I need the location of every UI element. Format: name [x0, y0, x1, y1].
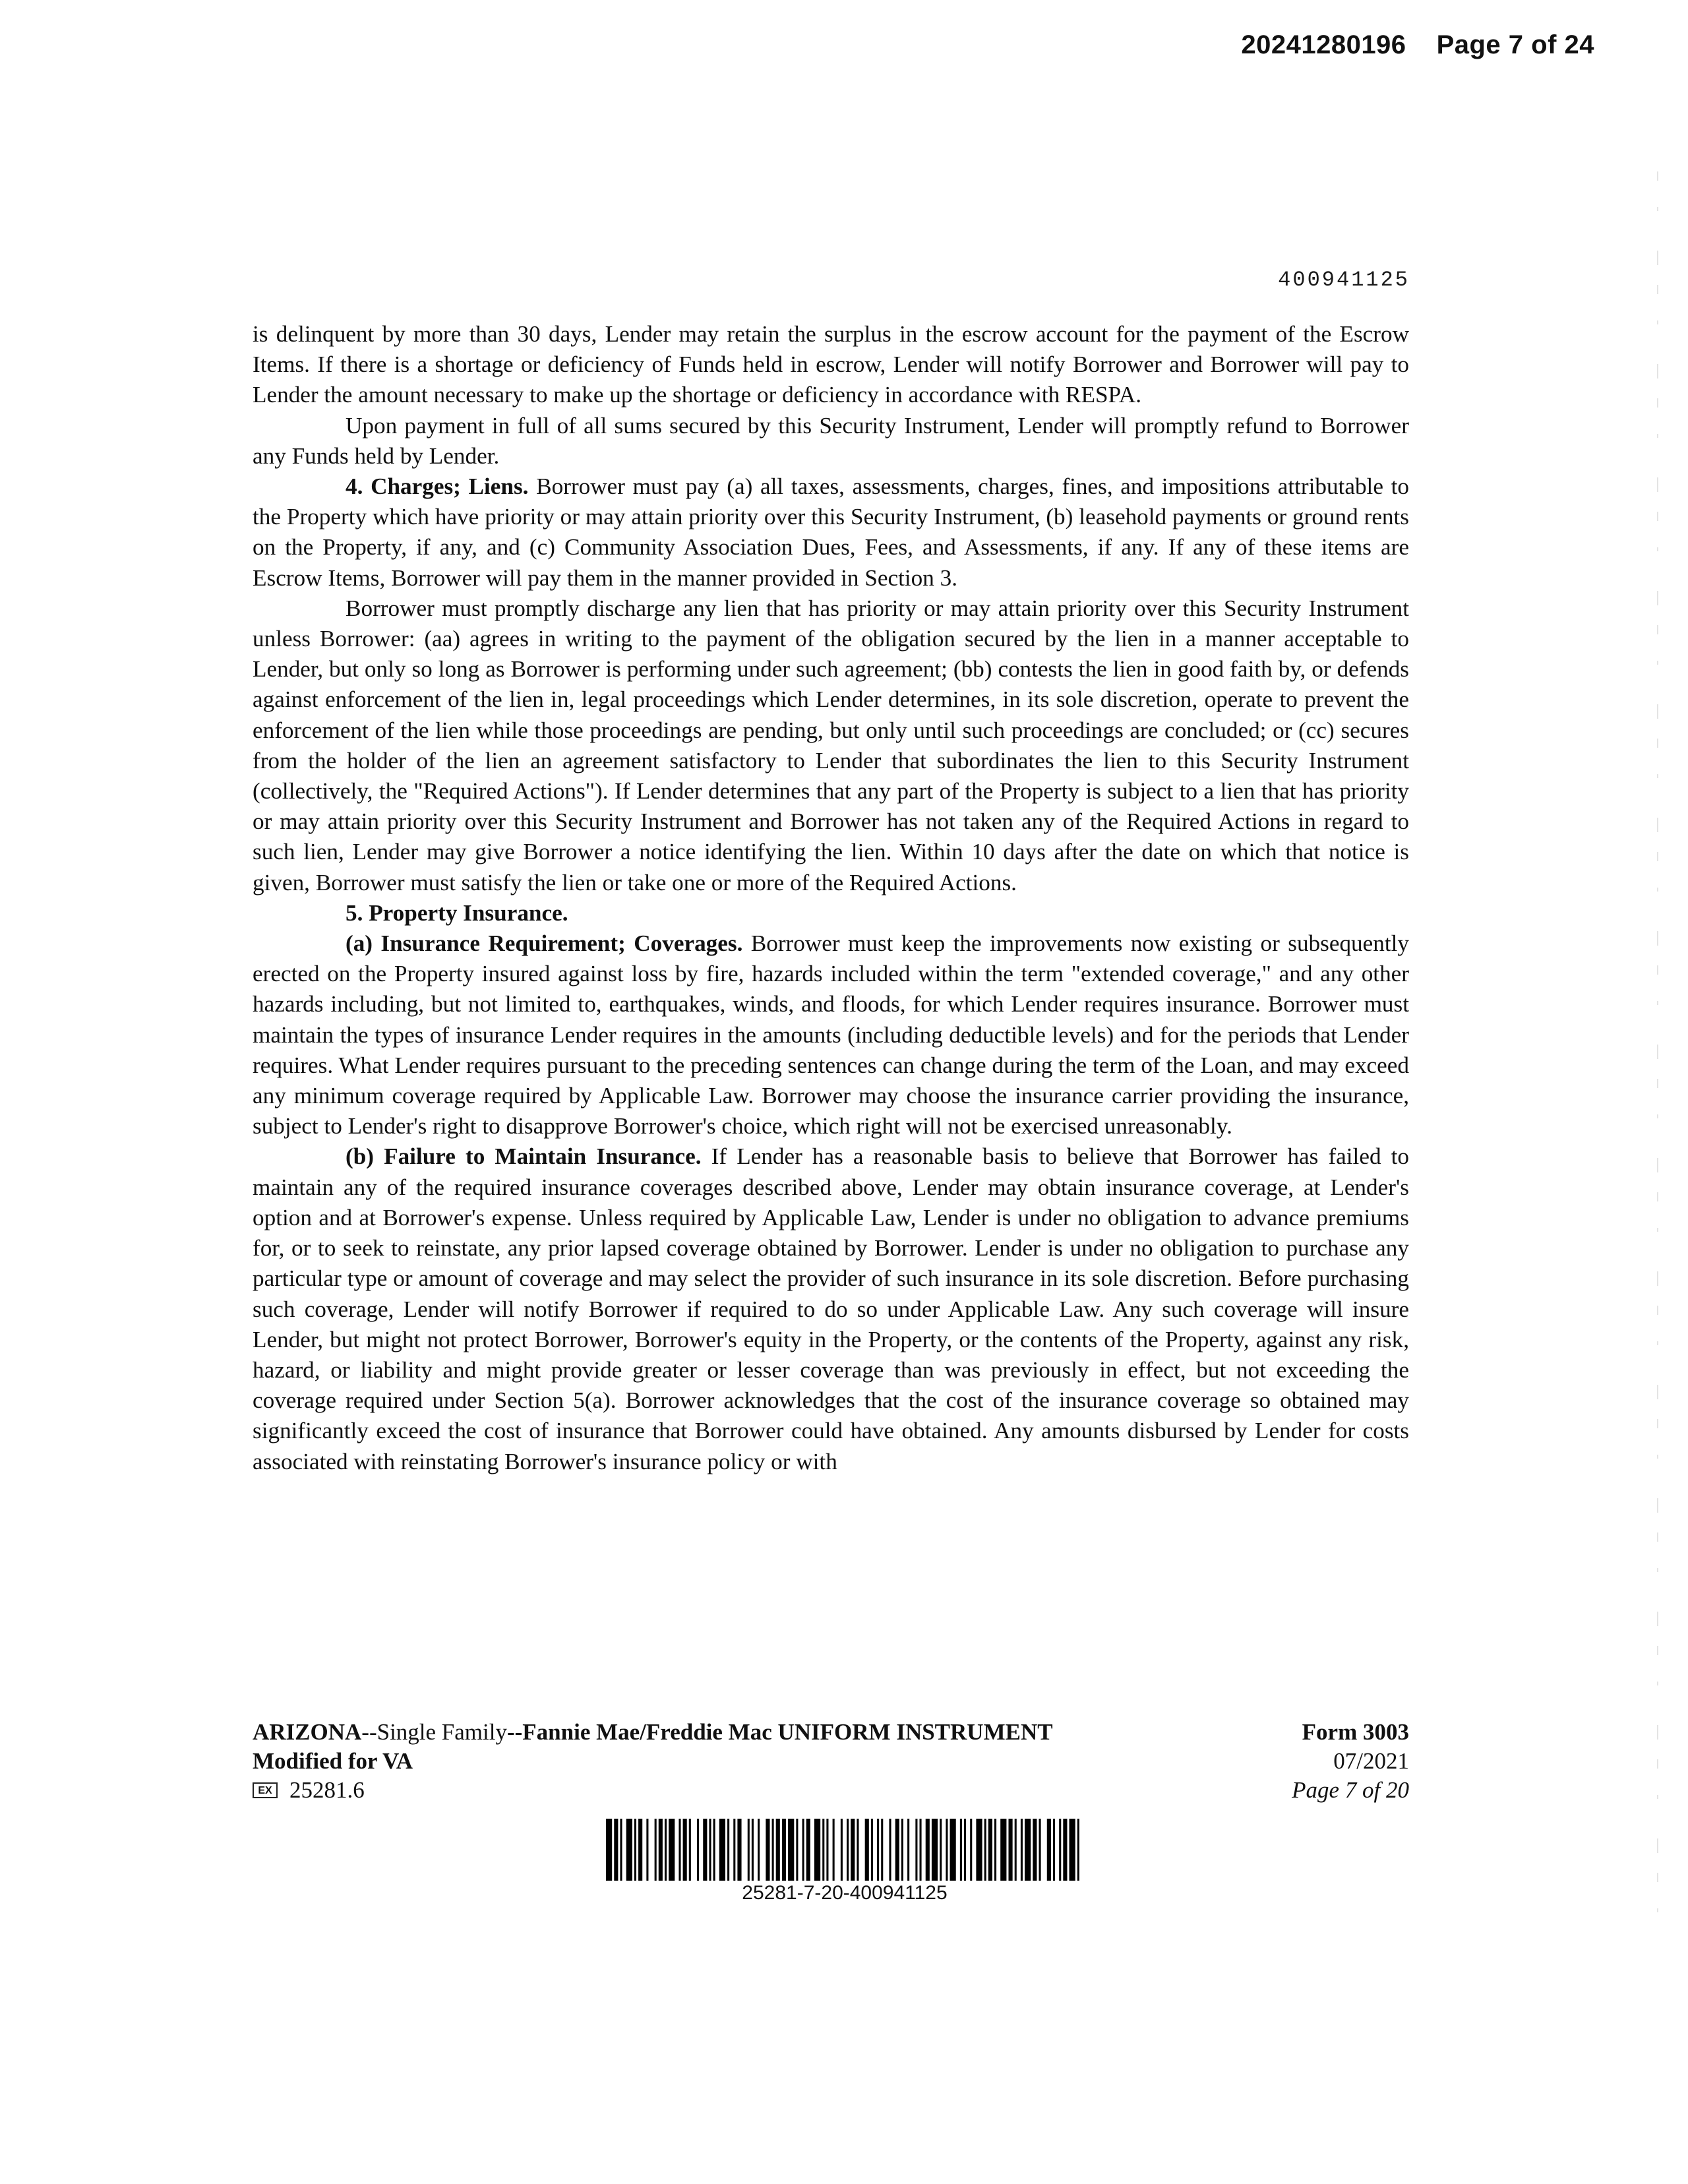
- barcode-bar: [634, 1819, 636, 1881]
- barcode-bar: [1047, 1819, 1051, 1881]
- document-body: [253, 319, 1409, 1477]
- barcode-bar: [907, 1819, 909, 1881]
- barcode-bar: [833, 1819, 835, 1881]
- barcode-bar: [871, 1819, 873, 1881]
- footer-modified: Modified for VA: [253, 1748, 413, 1774]
- barcode-bar: [1077, 1819, 1079, 1881]
- barcode-bar: [895, 1819, 899, 1881]
- barcode-bar: [826, 1819, 828, 1881]
- barcode-bar: [796, 1819, 798, 1881]
- scan-edge-marks: [1655, 171, 1660, 1952]
- barcode-bar: [758, 1819, 760, 1881]
- ex-badge-icon: EX: [253, 1782, 278, 1798]
- section-5a-insurance-requirement: [253, 928, 1409, 1141]
- barcode-icon: [606, 1819, 1083, 1881]
- section-4-charges-liens: [253, 471, 1409, 593]
- barcode-bar: [678, 1819, 680, 1881]
- recording-page-label: Page 7 of 24: [1436, 30, 1594, 59]
- section-4-text: Borrower must pay (a) all taxes, assessments, charges, fines, and impositions attributable to the Property which have priority or may attain priority over this Security Instrument, (b) leasehold payments or ground rents on the Property, if any, and (c) Community Association Dues, Fees, and Assessments, if any. If any of these items are Escrow Items, Borrower will pay them in the manner provided in Section 3.: [253, 473, 1409, 591]
- barcode-bar: [709, 1819, 711, 1881]
- section-5b-heading: (b) Failure to Maintain Insurance.: [346, 1143, 702, 1170]
- barcode-bar: [669, 1819, 675, 1881]
- barcode-bar: [1015, 1819, 1017, 1881]
- barcode-bar: [970, 1819, 972, 1881]
- section-4-heading: 4. Charges; Liens.: [346, 473, 529, 500]
- paragraph-escrow-surplus: is delinquent by more than 30 days, Lender may retain the surplus in the escrow account for the payment of the Escrow Items. If there is a shortage or deficiency of Funds held in escrow, Lender will notify Borrower and Borrower will pay to Lender the amount necessary to make up the shortage or deficiency in accordance with RESPA.: [253, 321, 1409, 408]
- barcode-bar: [782, 1819, 786, 1881]
- barcode-bar: [976, 1819, 982, 1881]
- barcode-bar: [915, 1819, 917, 1881]
- barcode-bar: [1033, 1819, 1037, 1881]
- footer-right: [1211, 1718, 1409, 1805]
- section-5-heading: 5. Property Insurance.: [346, 899, 568, 926]
- barcode-bar: [877, 1819, 879, 1881]
- barcode-bar: [988, 1819, 992, 1881]
- barcode-bar: [1025, 1819, 1031, 1881]
- barcode-bar: [606, 1819, 612, 1881]
- footer-form-date: 07/2021: [1333, 1748, 1409, 1774]
- barcode-bar: [920, 1819, 922, 1881]
- barcode-bar: [932, 1819, 938, 1881]
- barcode-bar: [1021, 1819, 1023, 1881]
- footer-sep-2: --: [506, 1719, 523, 1745]
- barcode-bar: [772, 1819, 774, 1881]
- footer-state: ARIZONA: [253, 1719, 362, 1745]
- barcode-bar: [733, 1819, 735, 1881]
- footer-page-of: Page 7 of 20: [1292, 1777, 1409, 1803]
- footer-form-number: Form 3003: [1302, 1719, 1409, 1745]
- section-5b-text: If Lender has a reasonable basis to believe that Borrower has failed to maintain any of the required insurance coverages described above, Lender may obtain insurance coverage, at Lender's option and at Borrower's expense. Unless required by Applicable Law, Lender is under no obligation to advance premiums for, or to seek to reinstate, any prior lapsed coverage obtained by Borrower. Lender is under no obligation to purchase any particular type or amount of coverage and may select the provider of such insurance in its sole discretion. Before purchasing such coverage, Lender will notify Borrower if required to do so under Applicable Law. Any such coverage will insure Lender, but might not protect Borrower, Borrower's equity in the Property, or the contents of the Property, against any risk, hazard, or liability and might provide greater or lesser coverage than was previously in effect, but not exceeding the coverage required under Section 5(a). Borrower acknowledges that the cost of the insurance coverage so obtained may significantly exceed the cost of insurance that Borrower could have obtained. Any amounts disbursed by Lender for costs associated with reinstating Borrower's insurance policy or with: [253, 1143, 1409, 1474]
- barcode-bar: [865, 1819, 869, 1881]
- barcode-bar: [1070, 1819, 1075, 1881]
- footer-single-family: Single Family: [377, 1719, 507, 1745]
- barcode-bar: [1000, 1819, 1006, 1881]
- barcode-bar: [802, 1819, 804, 1881]
- barcode-bar: [814, 1819, 820, 1881]
- barcode-bar: [901, 1819, 903, 1881]
- barcode-bar: [950, 1819, 956, 1881]
- barcode-text: 25281-7-20-400941125: [742, 1882, 948, 1904]
- recording-header: [1241, 30, 1594, 60]
- footer-left: [253, 1718, 1242, 1805]
- footer-form-code: 25281.6: [289, 1777, 365, 1803]
- barcode-bar: [1008, 1819, 1012, 1881]
- section-5-heading-para: [253, 898, 1409, 928]
- section-5a-heading: (a) Insurance Requirement; Coverages.: [346, 930, 743, 957]
- barcode-bar: [646, 1819, 648, 1881]
- footer-title-line: [253, 1718, 1242, 1747]
- barcode-bar: [659, 1819, 663, 1881]
- barcode-bar: [620, 1819, 622, 1881]
- barcode-bar: [889, 1819, 891, 1881]
- barcode-bar: [655, 1819, 657, 1881]
- section-5b-failure-to-maintain: [253, 1141, 1409, 1476]
- paragraph-refund: Upon payment in full of all sums secured by this Security Instrument, Lender will promptly refund to Borrower any Funds held by Lender.: [253, 412, 1409, 469]
- barcode-bar: [1039, 1819, 1041, 1881]
- barcode-bar: [626, 1819, 632, 1881]
- barcode-bar: [737, 1819, 741, 1881]
- barcode-bar: [851, 1819, 855, 1881]
- barcode-bar: [727, 1819, 729, 1881]
- barcode-bar: [847, 1819, 849, 1881]
- paragraph-lien-discharge: Borrower must promptly discharge any lien that has priority or may attain priority over this Security Instrument unless Borrower: (aa) agrees in writing to the payment of the obligation secured by the lien in a manner acceptable to Lender, but only so long as Borrower is performing under such agreement; (bb) contests the lien in good faith by, or defends against enforcement of the lien in, legal proceedings which Lender determines, in its sole discretion, operate to prevent the enforcement of the lien while those proceedings are pending, but only until such proceedings are concluded; or (cc) secures from the holder of the lien an agreement satisfactory to Lender that subordinates the lien to this Security Instrument (collectively, the "Required Actions"). If Lender determines that any part of the Property is subject to a lien that has priority or may attain priority over this Security Instrument and Borrower has not taken any of the Required Actions in regard to such lien, Lender may give Borrower a notice identifying the lien. Within 10 days after the date on which that notice is given, Borrower must satisfy the lien or take one or more of the Required Actions.: [253, 595, 1409, 895]
- barcode-bar: [703, 1819, 707, 1881]
- barcode-bar: [946, 1819, 948, 1881]
- barcode-bar: [940, 1819, 942, 1881]
- barcode-bar: [689, 1819, 691, 1881]
- document-number: 20241280196: [1241, 30, 1406, 59]
- barcode-bar: [994, 1819, 996, 1881]
- section-5a-text: Borrower must keep the improvements now existing or subsequently erected on the Property insured against loss by fire, hazards included within the term "extended coverage," and any other hazards including, but not limited to, earthquakes, winds, and floods, for which Lender requires insurance. Borrower must maintain the types of insurance Lender requires in the amounts (including deductible levels) and for the periods that Lender requires. What Lender requires pursuant to the preceding sentences can change during the term of the Loan, and may exceed any minimum coverage required by Applicable Law. Borrower may choose the insurance carrier providing the insurance, subject to Lender's right to disapprove Borrower's choice, which right will not be exercised unreasonably.: [253, 930, 1409, 1139]
- barcode-bar: [857, 1819, 859, 1881]
- footer-form-code-line: [253, 1776, 1242, 1805]
- barcode-bar: [776, 1819, 780, 1881]
- barcode-bar: [964, 1819, 966, 1881]
- barcode-bar: [748, 1819, 750, 1881]
- barcode-bar: [960, 1819, 962, 1881]
- barcode-bar: [806, 1819, 810, 1881]
- barcode-bar: [614, 1819, 618, 1881]
- loan-number: 400941125: [1278, 268, 1410, 292]
- barcode-bar: [766, 1819, 769, 1881]
- barcode-bar: [665, 1819, 667, 1881]
- barcode-bar: [683, 1819, 687, 1881]
- barcode-bar: [841, 1819, 843, 1881]
- footer-sep-1: --: [361, 1719, 377, 1745]
- barcode-bar: [1053, 1819, 1055, 1881]
- barcode-bar: [788, 1819, 794, 1881]
- barcode-bar: [1063, 1819, 1067, 1881]
- footer-instrument: Fannie Mae/Freddie Mac UNIFORM INSTRUMENT: [522, 1719, 1053, 1745]
- barcode-bar: [822, 1819, 824, 1881]
- barcode-bar: [719, 1819, 725, 1881]
- barcode-bar: [638, 1819, 642, 1881]
- barcode-bar: [713, 1819, 715, 1881]
- barcode-bar: [1059, 1819, 1061, 1881]
- barcode-bar: [752, 1819, 754, 1881]
- barcode-bar: [984, 1819, 986, 1881]
- barcode-bar: [926, 1819, 930, 1881]
- barcode-bar: [881, 1819, 883, 1881]
- barcode-bar: [697, 1819, 699, 1881]
